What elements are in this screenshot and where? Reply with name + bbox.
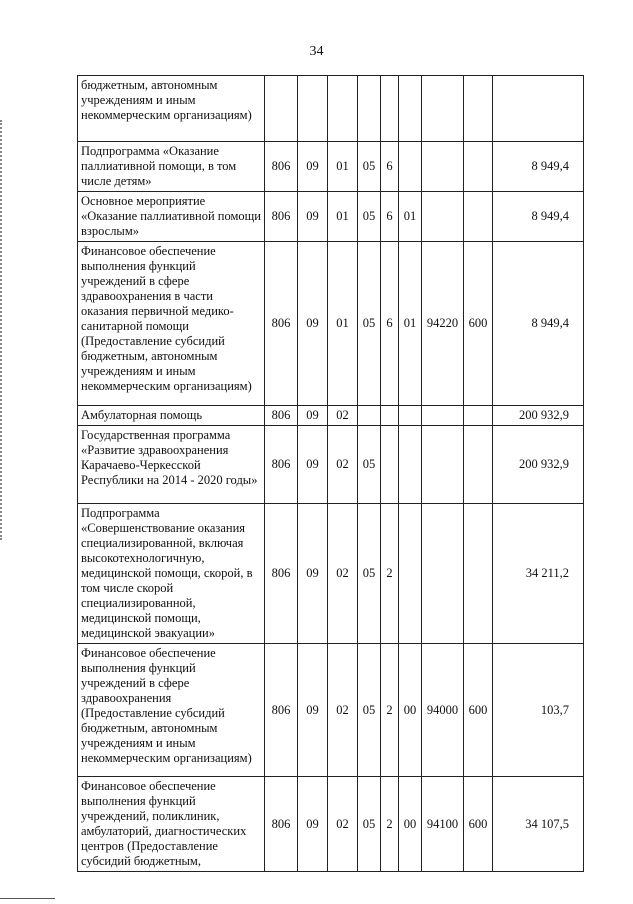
cell-pr: 01	[328, 192, 358, 242]
cell-grbs: 806	[265, 406, 298, 426]
cell-cs2: 2	[381, 644, 399, 777]
cell-rz: 09	[298, 426, 328, 504]
cell-cs1: 05	[358, 504, 381, 644]
cell-rz	[298, 76, 328, 142]
cell-cs1: 05	[358, 644, 381, 777]
cell-cs4: 94100	[422, 777, 464, 872]
cell-cs2: 6	[381, 242, 399, 406]
row-name: Подпрограмма «Оказание паллиативной помощи, в том числе детям»	[78, 142, 265, 192]
cell-grbs: 806	[265, 242, 298, 406]
row-name: Основное мероприятие «Оказание паллиативной помощи взрослым»	[78, 192, 265, 242]
cell-cs4	[422, 406, 464, 426]
cell-cs3	[399, 142, 422, 192]
cell-vr	[464, 504, 493, 644]
table-row	[78, 406, 584, 426]
cell-cs2	[381, 406, 399, 426]
row-name: Государственная программа «Развитие здравоохранения Карачаево-Черкесской Республики на 2014 - 2020 годы»	[78, 426, 265, 504]
table-row	[78, 76, 584, 142]
cell-grbs: 806	[265, 777, 298, 872]
cell-grbs: 806	[265, 504, 298, 644]
cell-vr	[464, 192, 493, 242]
cell-vr	[464, 406, 493, 426]
cell-amount: 8 949,4	[493, 142, 584, 192]
row-name: бюджетным, автономным учреждениям и иным некоммерческим организациям)	[78, 76, 265, 142]
cell-vr	[464, 426, 493, 504]
cell-rz: 09	[298, 242, 328, 406]
page-number: 34	[309, 44, 324, 59]
cell-rz: 09	[298, 504, 328, 644]
row-name: Финансовое обеспечение выполнения функций учреждений в сфере здравоохранения (Предоставление субсидий бюджетным, автономным учреждениям и иным некоммерческим организациям)	[78, 644, 265, 777]
cell-cs3: 01	[399, 242, 422, 406]
cell-cs1: 05	[358, 242, 381, 406]
cell-rz: 09	[298, 777, 328, 872]
cell-cs3	[399, 426, 422, 504]
cell-cs1: 05	[358, 777, 381, 872]
cell-grbs	[265, 76, 298, 142]
cell-cs2: 6	[381, 142, 399, 192]
cell-cs4	[422, 76, 464, 142]
cell-pr: 02	[328, 644, 358, 777]
table-row	[78, 192, 584, 242]
cell-grbs: 806	[265, 644, 298, 777]
table-row	[78, 242, 584, 406]
cell-vr: 600	[464, 242, 493, 406]
cell-cs4: 94000	[422, 644, 464, 777]
cell-rz: 09	[298, 192, 328, 242]
cell-amount	[493, 76, 584, 142]
cell-cs3	[399, 76, 422, 142]
table-row	[78, 142, 584, 192]
footer-rule	[0, 898, 55, 899]
cell-grbs: 806	[265, 192, 298, 242]
row-name: Подпрограмма «Совершенствование оказания специализированной, включая высокотехнологичную, медицинской помощи, скорой, в том числе скорой специализированной, медицинской помощи, медицинской эвакуации»	[78, 504, 265, 644]
cell-vr	[464, 142, 493, 192]
cell-cs4	[422, 142, 464, 192]
cell-pr: 02	[328, 504, 358, 644]
cell-rz: 09	[298, 644, 328, 777]
cell-amount: 200 932,9	[493, 426, 584, 504]
cell-cs1: 05	[358, 192, 381, 242]
cell-amount: 34 211,2	[493, 504, 584, 644]
cell-cs2	[381, 426, 399, 504]
cell-cs4	[422, 192, 464, 242]
cell-vr	[464, 76, 493, 142]
row-name: Амбулаторная помощь	[78, 406, 265, 426]
cell-cs3: 00	[399, 777, 422, 872]
cell-pr: 02	[328, 406, 358, 426]
table-row	[78, 644, 584, 777]
cell-rz: 09	[298, 142, 328, 192]
cell-cs1: 05	[358, 426, 381, 504]
cell-amount: 34 107,5	[493, 777, 584, 872]
cell-amount: 8 949,4	[493, 242, 584, 406]
cell-grbs: 806	[265, 142, 298, 192]
table-row	[78, 426, 584, 504]
cell-cs2: 2	[381, 504, 399, 644]
cell-pr: 01	[328, 242, 358, 406]
cell-cs3: 00	[399, 644, 422, 777]
cell-cs3	[399, 406, 422, 426]
table-row	[78, 777, 584, 872]
cell-cs4	[422, 504, 464, 644]
cell-cs3	[399, 504, 422, 644]
cell-vr: 600	[464, 644, 493, 777]
cell-vr: 600	[464, 777, 493, 872]
cell-grbs: 806	[265, 426, 298, 504]
cell-cs1: 05	[358, 142, 381, 192]
cell-cs3: 01	[399, 192, 422, 242]
cell-cs4	[422, 426, 464, 504]
budget-table	[77, 75, 584, 872]
cell-cs1	[358, 406, 381, 426]
row-name: Финансовое обеспечение выполнения функций учреждений в сфере здравоохранения в части оказания первичной медико-санитарной помощи (Предоставление субсидий бюджетным, автономным учреждениям и иным некоммерческим организациям)	[78, 242, 265, 406]
row-name: Финансовое обеспечение выполнения функций учреждений, поликлиник, амбулаторий, диагностических центров (Предоставление субсидий бюджетным,	[78, 777, 265, 872]
cell-cs2	[381, 76, 399, 142]
cell-rz: 09	[298, 406, 328, 426]
cell-pr: 01	[328, 142, 358, 192]
table-row	[78, 504, 584, 644]
cell-cs4: 94220	[422, 242, 464, 406]
cell-cs1	[358, 76, 381, 142]
cell-cs2: 2	[381, 777, 399, 872]
cell-pr	[328, 76, 358, 142]
cell-amount: 8 949,4	[493, 192, 584, 242]
cell-amount: 200 932,9	[493, 406, 584, 426]
scan-edge-marks	[0, 120, 4, 540]
cell-pr: 02	[328, 426, 358, 504]
cell-pr: 02	[328, 777, 358, 872]
cell-amount: 103,7	[493, 644, 584, 777]
cell-cs2: 6	[381, 192, 399, 242]
